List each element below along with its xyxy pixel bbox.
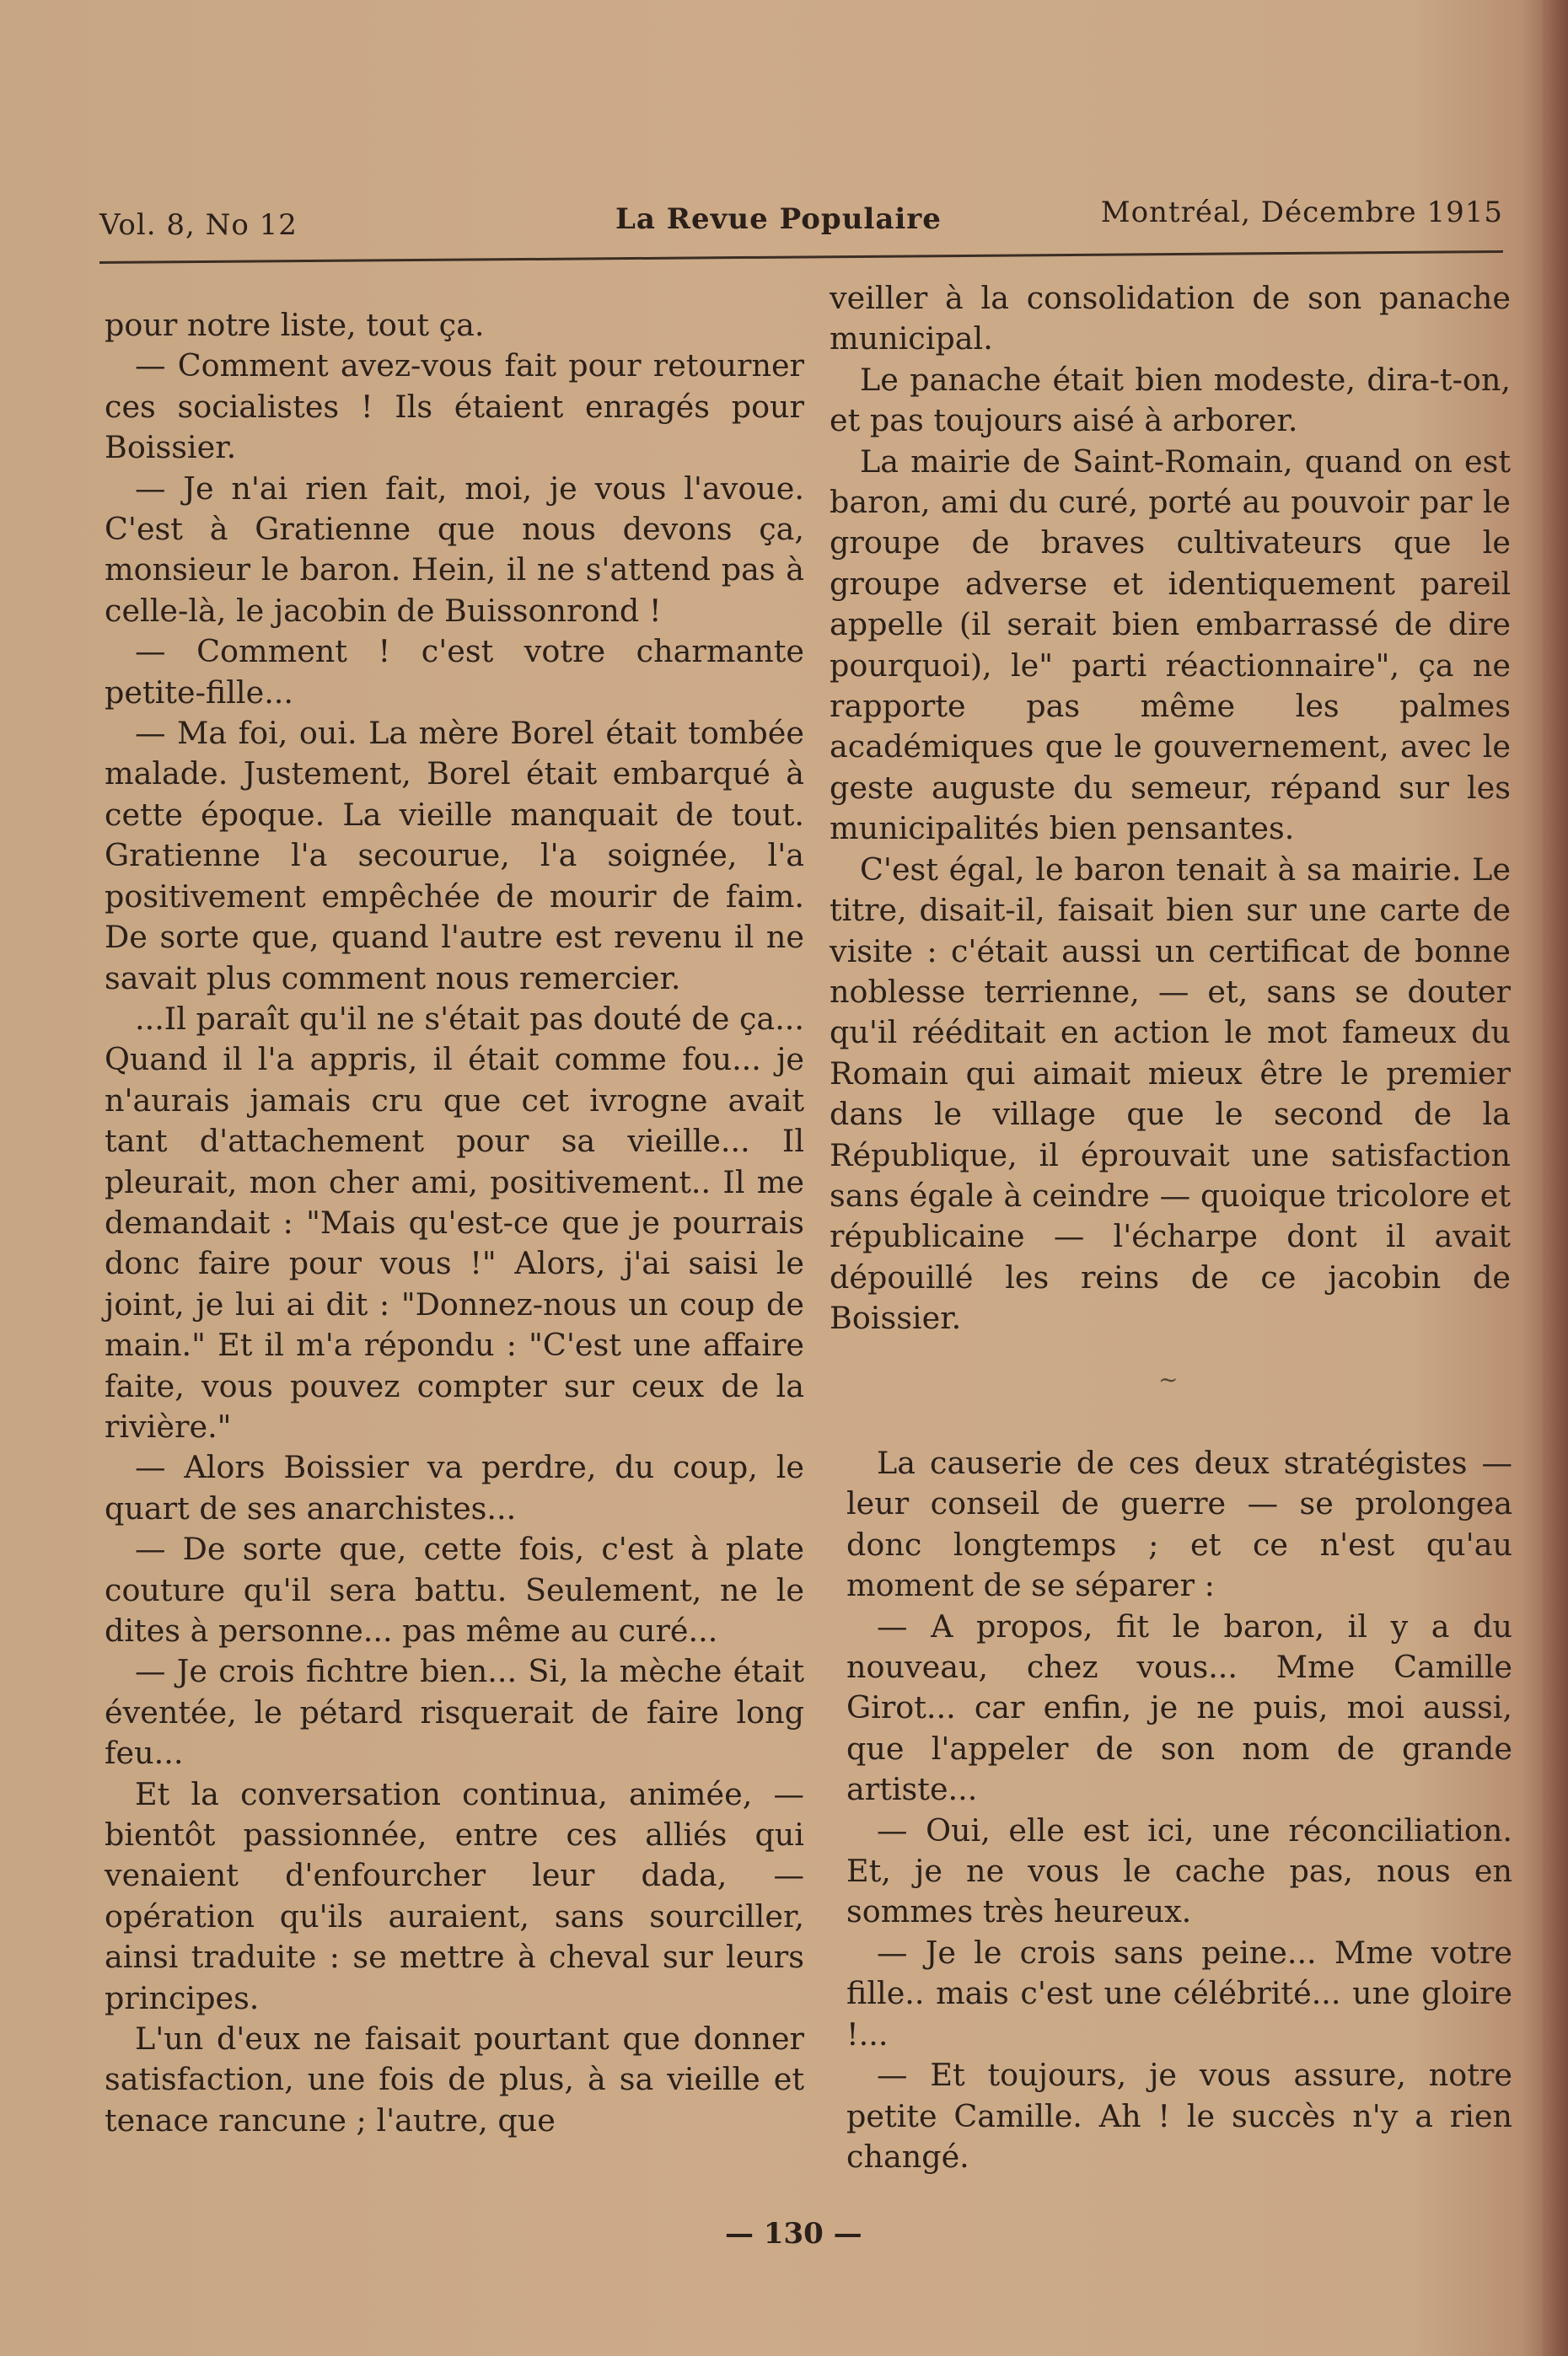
right-column-bottom: [846, 1443, 1512, 2177]
right-column-top: [830, 278, 1511, 1339]
paragraph: — Comment ! c'est votre charmante petite-fille...: [105, 633, 804, 711]
paragraph: — De sorte que, cette fois, c'est à plate couture qu'il sera battu. Seulement, ne le dites à personne... pas même au curé...: [105, 1531, 804, 1649]
header-rule: [99, 250, 1503, 264]
paragraph: — Ma foi, oui. La mère Borel était tombée malade. Justement, Borel était embarqué à cette époque. La vieille manquait de tout. Gratienne l'a secourue, l'a soignée, l'a positivement empêchée de mourir de faim. De sorte que, quand l'autre est revenu il ne savait plus comment nous remercier.: [105, 715, 804, 996]
paragraph: L'un d'eux ne faisait pourtant que donner satisfaction, une fois de plus, à sa vieille et tenace rancune ; l'autre, que: [105, 2021, 804, 2139]
paragraph: pour notre liste, tout ça.: [105, 307, 485, 343]
running-header: [99, 196, 1503, 246]
paragraph: — Comment avez-vous fait pour retourner ces socialistes ! Ils étaient enragés pour Boissier.: [105, 347, 804, 466]
section-separator: ~: [1158, 1366, 1179, 1393]
publication-title: La Revue Populaire: [615, 202, 942, 236]
volume-number: Vol. 8, No 12: [99, 208, 298, 242]
paragraph: veiller à la consolidation de son panache municipal.: [830, 280, 1511, 357]
paragraph: — A propos, fit le baron, il y a du nouveau, chez vous... Mme Camille Girot... car enfin, je ne puis, moi aussi, que l'appeler de son nom de grande artiste...: [846, 1607, 1512, 1808]
paragraph: — Je le crois sans peine... Mme votre fille.. mais c'est une célébrité... une gloire !...: [846, 1934, 1512, 2053]
paragraph: Et la conversation continua, animée, — bientôt passionnée, entre ces alliés qui venaient d'enfourcher leur dada, — opération qu'ils auraient, sans sourciller, ainsi traduite : se mettre à cheval sur leurs principes.: [105, 1775, 804, 2016]
issue-date: Montréal, Décembre 1915: [1100, 196, 1503, 229]
paragraph: — Je crois fichtre bien... Si, la mèche était éventée, le pétard risquerait de faire long feu...: [105, 1653, 804, 1772]
paragraph: Le panache était bien modeste, dira-t-on, et pas toujours aisé à arborer.: [830, 361, 1511, 439]
paragraph: — Oui, elle est ici, une réconciliation. Et, je ne vous le cache pas, nous en sommes très heureux.: [846, 1811, 1512, 1930]
paragraph: — Et toujours, je vous assure, notre petite Camille. Ah ! le succès n'y a rien changé.: [846, 2057, 1512, 2175]
page-edge: [1543, 0, 1568, 2356]
paragraph: ...Il paraît qu'il ne s'était pas douté de ça... Quand il l'a appris, il était comme fou... je n'aurais jamais cru que cet ivrogne avait tant d'attachement pour sa vieille... Il pleurait, mon cher ami, positivement.. Il me demandait : "Mais qu'est-ce que je pourrais donc faire pour vous !" Alors, j'ai saisi le joint, je lui ai dit : "Donnez-nous un coup de main." Et il m'a répondu : "C'est une affaire faite, vous pouvez compter sur ceux de la rivière.": [105, 1000, 804, 1445]
page-number: — 130 —: [725, 2217, 862, 2251]
paragraph: La causerie de ces deux stratégistes — leur conseil de guerre — se prolongea donc longtemps ; et ce n'est qu'au moment de se séparer :: [846, 1445, 1512, 1604]
paragraph: La mairie de Saint-Romain, quand on est baron, ami du curé, porté au pouvoir par le groupe de braves cultivateurs que le groupe adverse et identiquement pareil appelle (il serait bien embarrassé de dire pourquoi), le" parti réactionnaire", ça ne rapporte pas même les palmes académiques que le gouvernement, avec le geste auguste du semeur, répand sur les municipalités bien pensantes.: [830, 443, 1511, 847]
left-column: [105, 305, 804, 2141]
paragraph: — Alors Boissier va perdre, du coup, le quart de ses anarchistes...: [105, 1449, 804, 1527]
paragraph: — Je n'ai rien fait, moi, je vous l'avoue. C'est à Gratienne que nous devons ça, monsieur le baron. Hein, il ne s'attend pas à celle-là, le jacobin de Buissonrond !: [105, 470, 804, 629]
paragraph: C'est égal, le baron tenait à sa mairie. Le titre, disait-il, faisait bien sur une carte de visite : c'était aussi un certificat de bonne noblesse terrienne, — et, sans se douter qu'il rééditait en action le mot fameux du Romain qui aimait mieux être le premier dans le village que le second de la République, il éprouvait une satisfaction sans égale à ceindre — quoique tricolore et républicaine — l'écharpe dont il avait dépouillé les reins de ce jacobin de Boissier.: [830, 851, 1511, 1337]
